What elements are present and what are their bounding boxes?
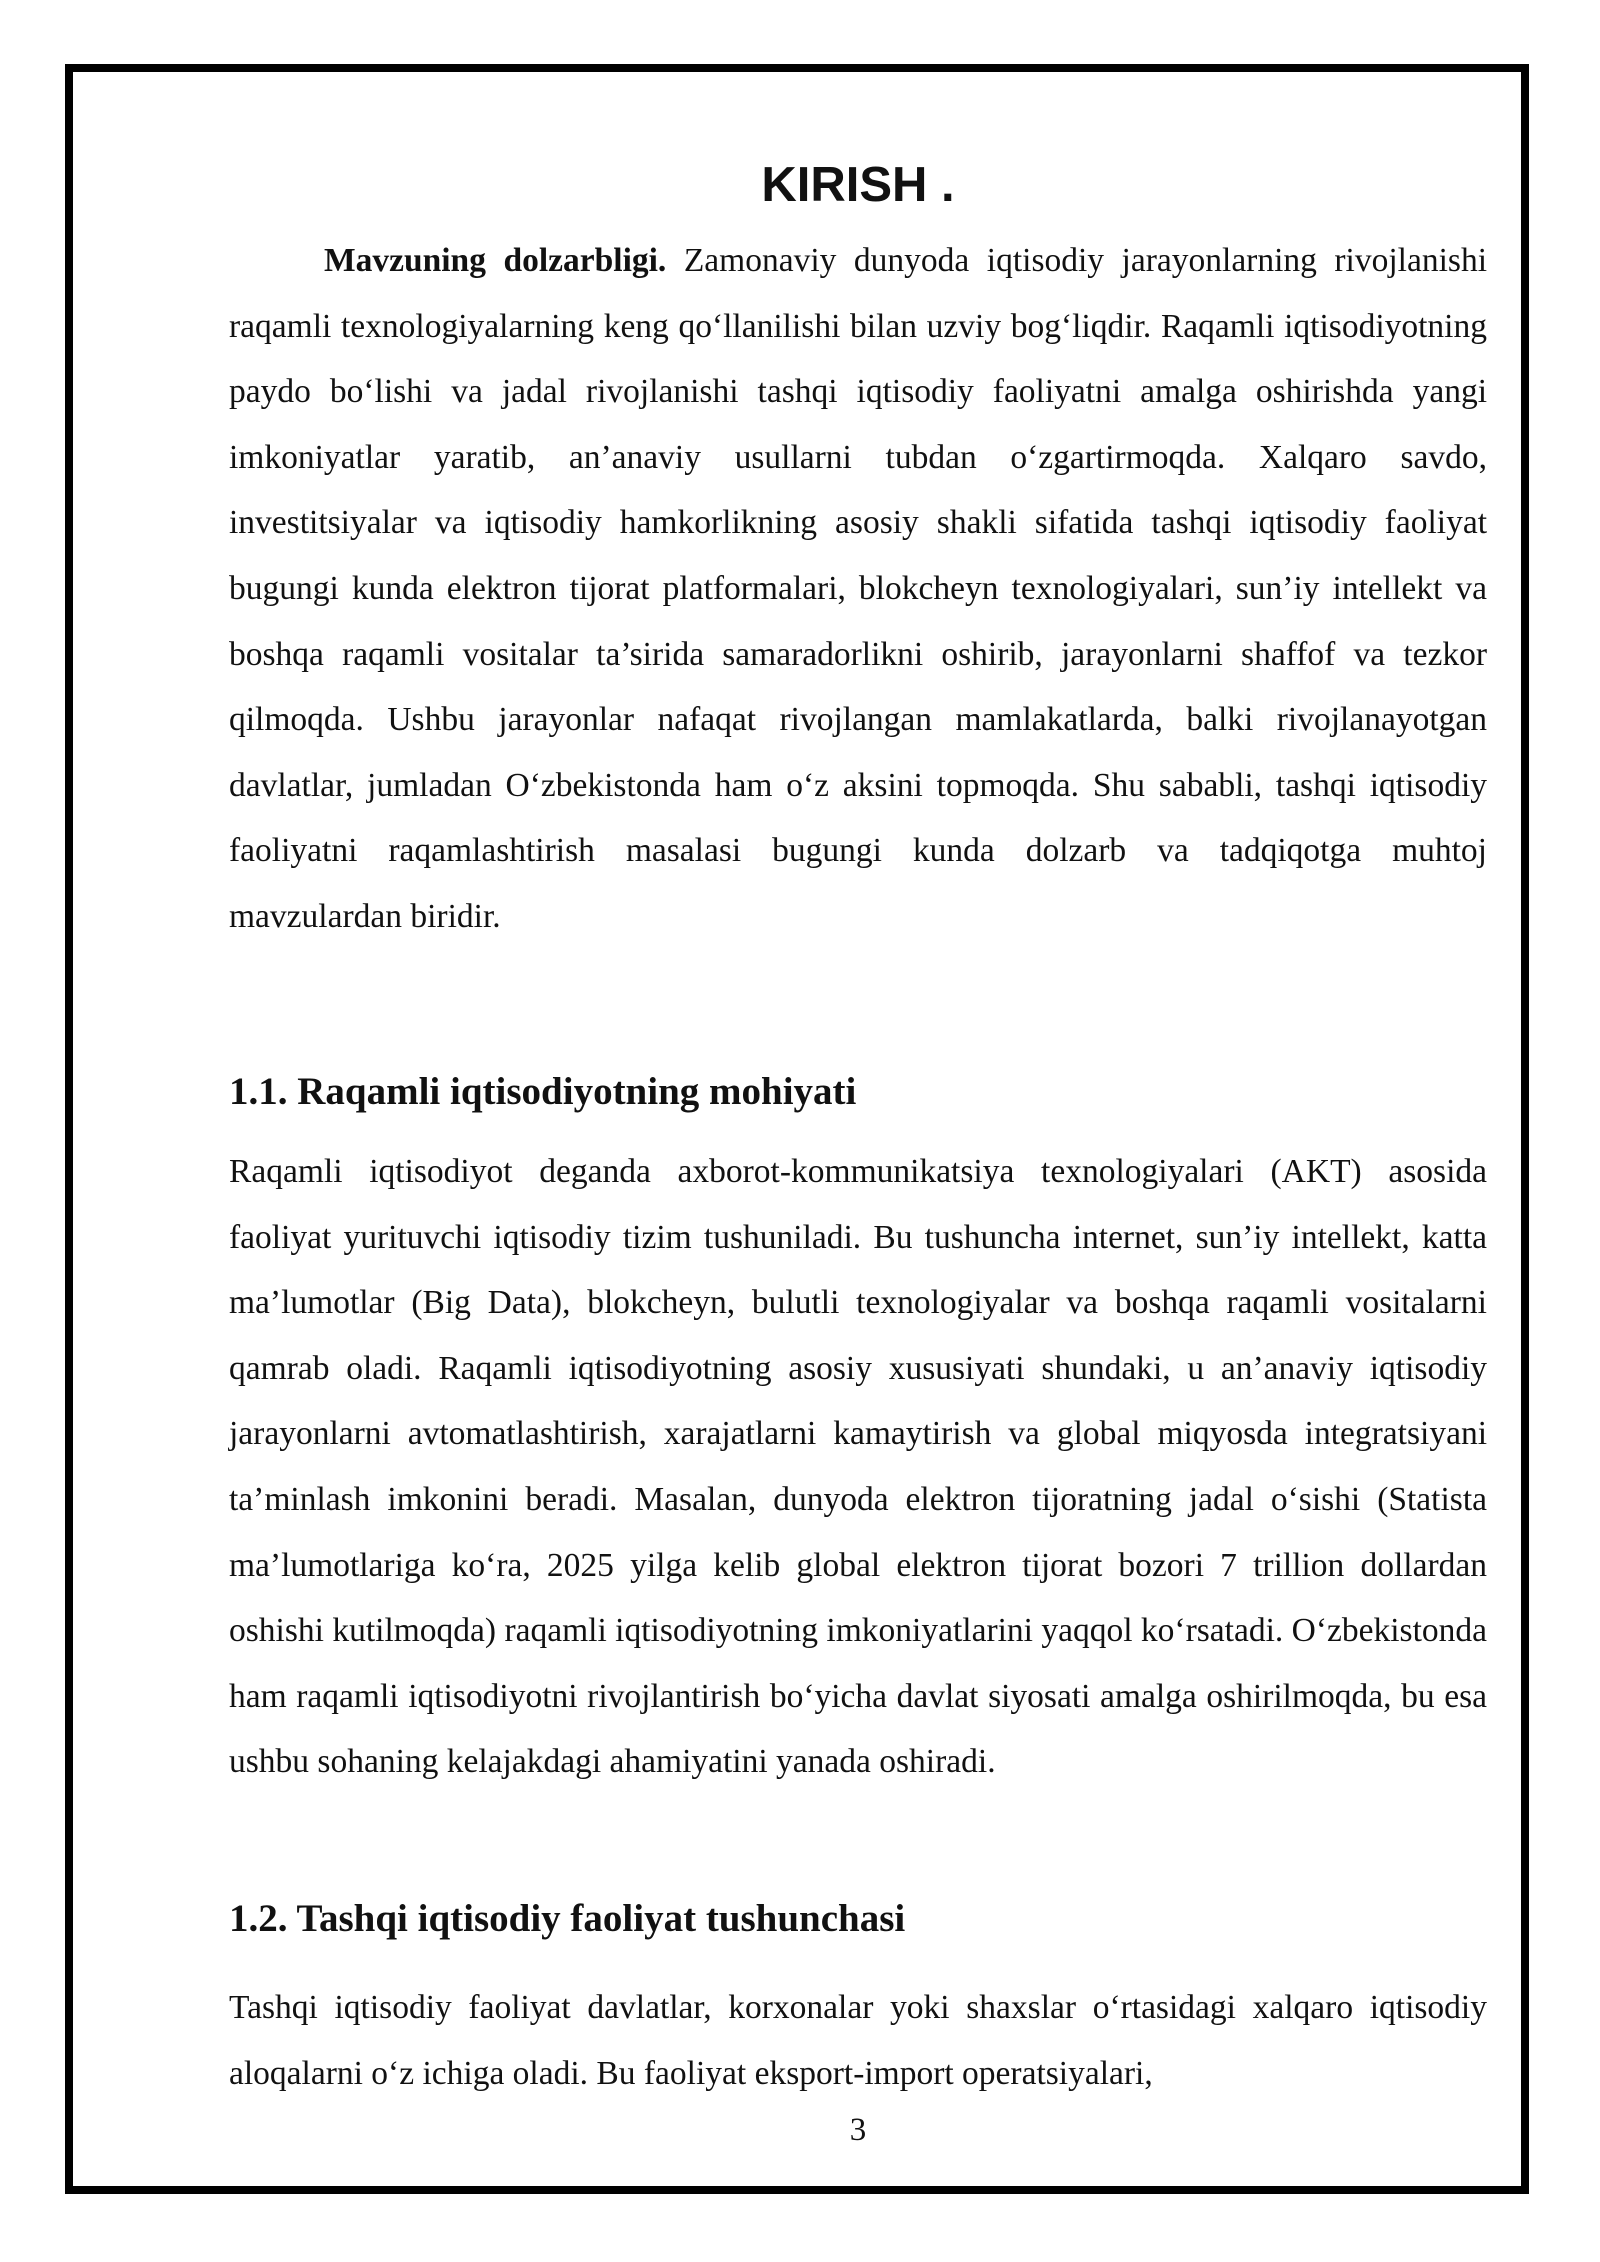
intro-lead: Mavzuning dolzarbligi. <box>324 242 667 279</box>
section-heading-1-1: 1.1. Raqamli iqtisodiyotning mohiyati <box>229 1070 857 1113</box>
document-title: KIRISH . <box>761 158 955 212</box>
section-heading-1-2: 1.2. Tashqi iqtisodiy faoliyat tushunchasi <box>229 1897 906 1940</box>
page-number: 3 <box>849 2112 867 2148</box>
section-1-2-paragraph: Tashqi iqtisodiy faoliyat davlatlar, korxonalar yoki shaxslar o‘rtasidagi xalqaro iqtisodiy aloqalarni o‘z ichiga oladi. Bu faoliyat eksport-import operatsiyalari, <box>229 1989 1487 2092</box>
intro-paragraph <box>229 228 1487 950</box>
section-1-1-paragraph: Raqamli iqtisodiyot deganda axborot-kommunikatsiya texnologiyalari (AKT) asosida faoliyat yurituvchi iqtisodiy tizim tushuniladi. Bu tushuncha internet, sun’iy intellekt, katta ma’lumotlar (Big Data), blokcheyn, bulutli texnologiyalar va boshqa raqamli vositalarni qamrab oladi. Raqamli iqtisodiyotning asosiy xususiyati shundaki, u an’anaviy iqtisodiy jarayonlarni avtomatlashtirish, xarajatlarni kamaytirish va global miqyosda integratsiyani ta’minlash imkonini beradi. Masalan, dunyoda elektron tijoratning jadal o‘sishi (Statista ma’lumotlariga ko‘ra, 2025 yilga kelib global elektron tijorat bozori 7 trillion dollardan oshishi kutilmoqda) raqamli iqtisodiyotning imkoniyatlarini yaqqol ko‘rsatadi. O‘zbekistonda ham raqamli iqtisodiyotni rivojlantirish bo‘yicha davlat siyosati amalga oshirilmoqda, bu esa ushbu sohaning kelajakdagi ahamiyatini yanada oshiradi. <box>229 1153 1487 1781</box>
intro-text: Zamonaviy dunyoda iqtisodiy jarayonlarning rivojlanishi raqamli texnologiyalarning keng qo‘llanilishi bilan uzviy bog‘liqdir. Raqamli iqtisodiyotning paydo bo‘lishi va jadal rivojlanishi tashqi iqtisodiy faoliyatni amalga oshirishda yangi imkoniyatlar yaratib, an’anaviy usullarni tubdan o‘zgartirmoqda. Xalqaro savdo, investitsiyalar va iqtisodiy hamkorlikning asosiy shakli sifatida tashqi iqtisodiy faoliyat bugungi kunda elektron tijorat platformalari, blokcheyn texnologiyalari, sun’iy intellekt va boshqa raqamli vositalar ta’sirida samaradorlikni oshirib, jarayonlarni shaffof va tezkor qilmoqda. Ushbu jarayonlar nafaqat rivojlangan mamlakatlarda, balki rivojlanayotgan davlatlar, jumladan O‘zbekistonda ham o‘z aksini topmoqda. Shu sababli, tashqi iqtisodiy faoliyatni raqamlashtirish masalasi bugungi kunda dolzarb va tadqiqotga muhtoj mavzulardan biridir. <box>229 242 1488 935</box>
